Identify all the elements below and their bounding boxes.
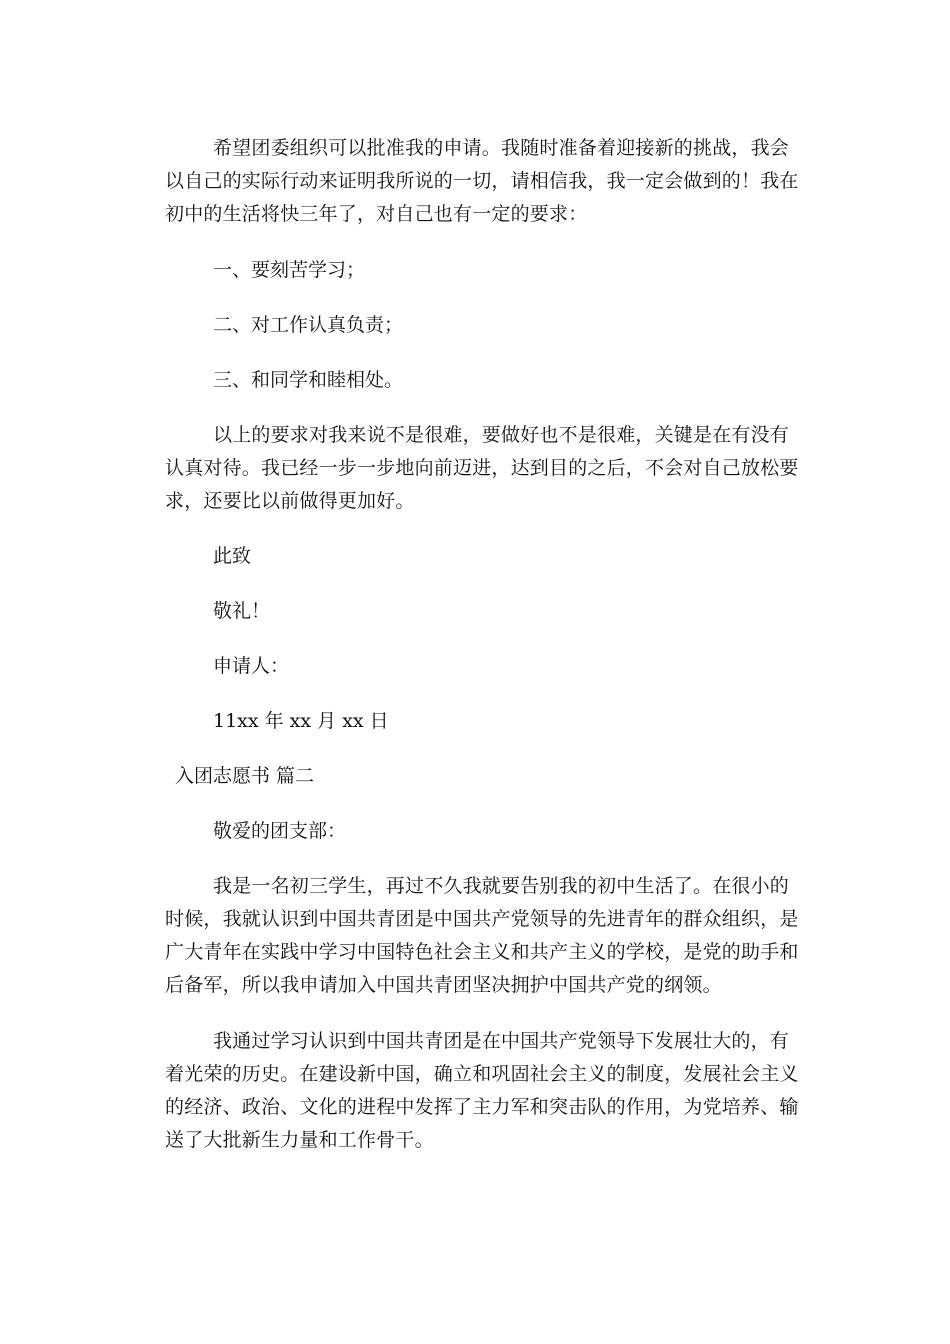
- paragraph-request: 希望团委组织可以批准我的申请。我随时准备着迎接新的挑战，我会以自己的实际行动来证明我所说的一切，请相信我，我一定会做到的！我在初中的生活将快三年了，对自己也有一定的要求：: [165, 137, 799, 225]
- requirement-item-2: 二、对工作认真负责；: [213, 314, 404, 336]
- greeting-line: 敬爱的团支部：: [213, 820, 347, 842]
- date-line: 11xx 年 xx 月 xx 日: [213, 710, 389, 732]
- closing-salutation: 此致: [213, 545, 252, 567]
- paragraph-requirements-summary: 以上的要求对我来说不是很难，要做好也不是很难，关键是在有没有认真对待。我已经一步一步地向前迈进，达到目的之后，不会对自己放松要求，还要比以前做得更加好。: [165, 424, 799, 512]
- closing-regards: 敬礼！: [213, 600, 271, 622]
- section-title: 入团志愿书 篇二: [175, 765, 315, 787]
- requirement-item-3: 三、和同学和睦相处。: [213, 369, 404, 391]
- applicant-label: 申请人：: [213, 655, 290, 677]
- paragraph-introduction: 我是一名初三学生，再过不久我就要告别我的初中生活了。在很小的时候，我就认识到中国共青团是中国共产党领导的先进青年的群众组织，是广大青年在实践中学习中国特色社会主义和共产主义的学校，是党的助手和后备军，所以我申请加入中国共青团坚决拥护中国共产党的纲领。: [165, 875, 799, 996]
- paragraph-history: 我通过学习认识到中国共青团是在中国共产党领导下发展壮大的，有着光荣的历史。在建设新中国，确立和巩固社会主义的制度，发展社会主义的经济、政治、文化的进程中发挥了主力军和突击队的作用，为党培养、输送了大批新生力量和工作骨干。: [165, 1030, 799, 1151]
- requirement-item-1: 一、要刻苦学习；: [213, 259, 366, 281]
